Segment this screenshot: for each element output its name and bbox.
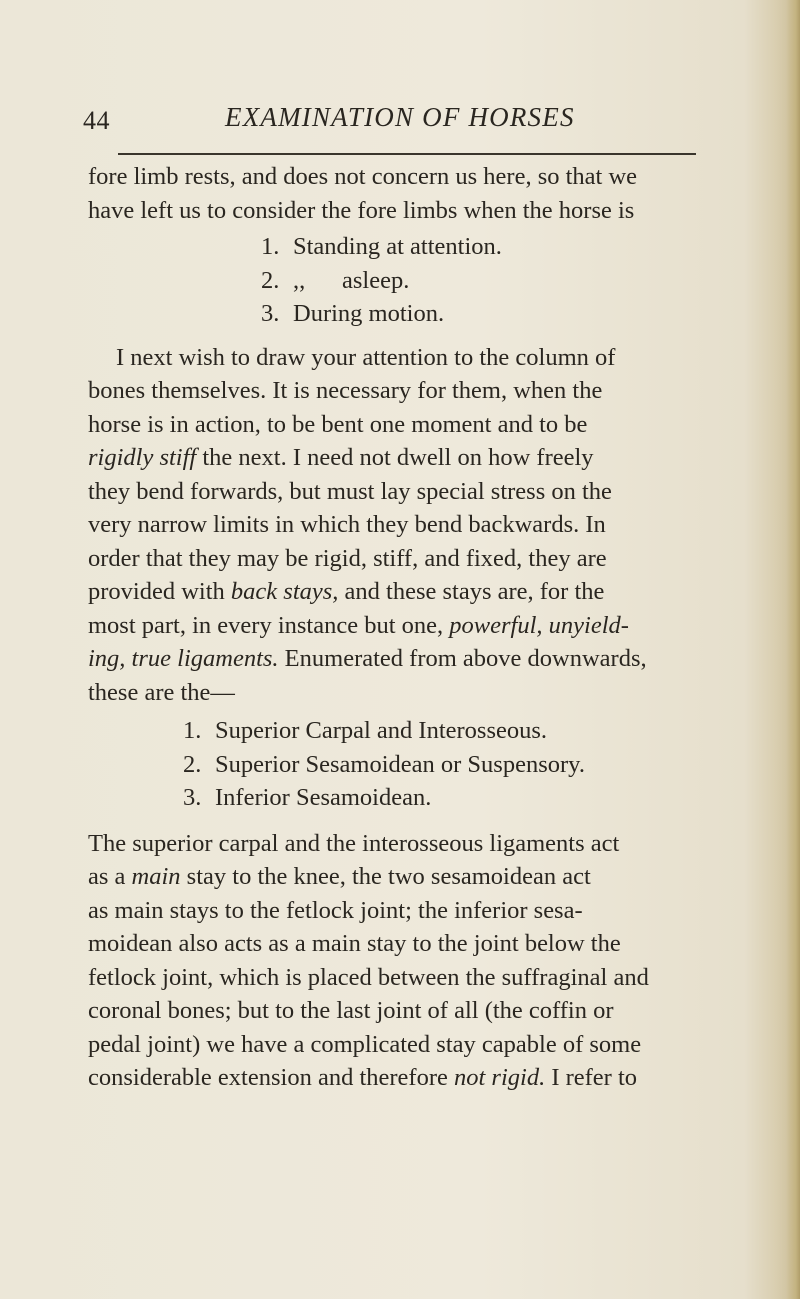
text-line: order that they may be rigid, stiff, and fixed, they are bbox=[88, 544, 607, 572]
header-rule bbox=[118, 153, 696, 155]
emphasis-text: rigidly stiff bbox=[88, 444, 197, 471]
page-edge-shadow bbox=[786, 0, 800, 1299]
text-line bbox=[88, 1061, 710, 1095]
text-line: The superior carpal and the interosseous ligaments act bbox=[88, 829, 620, 857]
text-line: I next wish to draw your attention to the column of bbox=[116, 343, 616, 371]
text-segment: and these stays are, for the bbox=[344, 578, 605, 605]
list-number: 1. bbox=[183, 717, 202, 744]
list-item bbox=[183, 714, 710, 748]
emphasis-text: powerful, unyield- bbox=[449, 611, 629, 639]
text-line: coronal bones; but to the last joint of all (the coffin or bbox=[88, 997, 614, 1024]
list-text: ,, asleep. bbox=[293, 266, 410, 294]
text-line bbox=[88, 642, 710, 676]
text-segment: as a bbox=[88, 863, 126, 890]
list-number: 2. bbox=[261, 266, 280, 294]
text-line: have left us to consider the fore limbs when the horse is bbox=[88, 196, 635, 224]
text-line: moidean also acts as a main stay to the joint below the bbox=[88, 930, 621, 957]
emphasis-text: ing, true ligaments. bbox=[88, 645, 279, 672]
emphasis-text: back stays, bbox=[230, 578, 339, 605]
text-line: they bend forwards, but must lay special stress on the bbox=[88, 477, 612, 505]
text-line: very narrow limits in which they bend backwards. In bbox=[88, 511, 606, 538]
text-segment: most part, in every instance but one, bbox=[88, 611, 444, 639]
text-line: fore limb rests, and does not concern us here, so that we bbox=[88, 163, 638, 190]
page-header bbox=[83, 102, 703, 142]
list-item bbox=[183, 781, 710, 815]
text-segment: considerable extension and therefore bbox=[88, 1064, 448, 1091]
text-line bbox=[88, 609, 710, 643]
text-line: bones themselves. It is necessary for them, when the bbox=[88, 377, 603, 404]
text-segment: stay to the knee, the two sesamoidean act bbox=[186, 863, 591, 890]
list-number: 3. bbox=[183, 784, 202, 811]
list-item bbox=[261, 264, 710, 298]
list-posture bbox=[88, 230, 710, 331]
paragraph-column-of-bones bbox=[88, 341, 710, 710]
text-segment: the next. I need not dwell on how freely bbox=[202, 444, 594, 471]
paragraph-stays bbox=[88, 827, 710, 1095]
list-ligaments bbox=[88, 714, 710, 815]
text-line: pedal joint) we have a complicated stay capable of some bbox=[88, 1030, 642, 1058]
list-text: Standing at attention. bbox=[293, 233, 502, 260]
text-line: fetlock joint, which is placed between the suffraginal and bbox=[88, 963, 649, 991]
running-head: EXAMINATION OF HORSES bbox=[225, 102, 575, 132]
text-line bbox=[88, 575, 710, 609]
text-line: as main stays to the fetlock joint; the inferior sesa- bbox=[88, 896, 583, 924]
list-number: 3. bbox=[261, 300, 280, 327]
list-text: Superior Carpal and Interosseous. bbox=[215, 717, 548, 744]
list-number: 2. bbox=[183, 750, 202, 778]
page-number: 44 bbox=[83, 106, 110, 135]
text-line: horse is in action, to be bent one moment and to be bbox=[88, 410, 588, 438]
text-line: these are the— bbox=[88, 678, 235, 706]
text-segment: Enumerated from above downwards, bbox=[284, 645, 647, 672]
body-text bbox=[88, 160, 710, 1095]
list-text: Superior Sesamoidean or Suspensory. bbox=[215, 750, 585, 778]
list-item bbox=[183, 748, 710, 782]
text-segment: provided with bbox=[88, 578, 225, 605]
list-item bbox=[261, 297, 710, 331]
text-segment: I refer to bbox=[551, 1064, 638, 1091]
emphasis-text: not rigid. bbox=[453, 1064, 546, 1091]
list-text: Inferior Sesamoidean. bbox=[215, 784, 432, 811]
emphasis-text: main bbox=[131, 863, 181, 890]
text-line bbox=[88, 441, 710, 475]
list-item bbox=[261, 230, 710, 264]
text-line bbox=[88, 860, 710, 894]
list-number: 1. bbox=[261, 233, 280, 260]
list-text: During motion. bbox=[293, 300, 445, 327]
